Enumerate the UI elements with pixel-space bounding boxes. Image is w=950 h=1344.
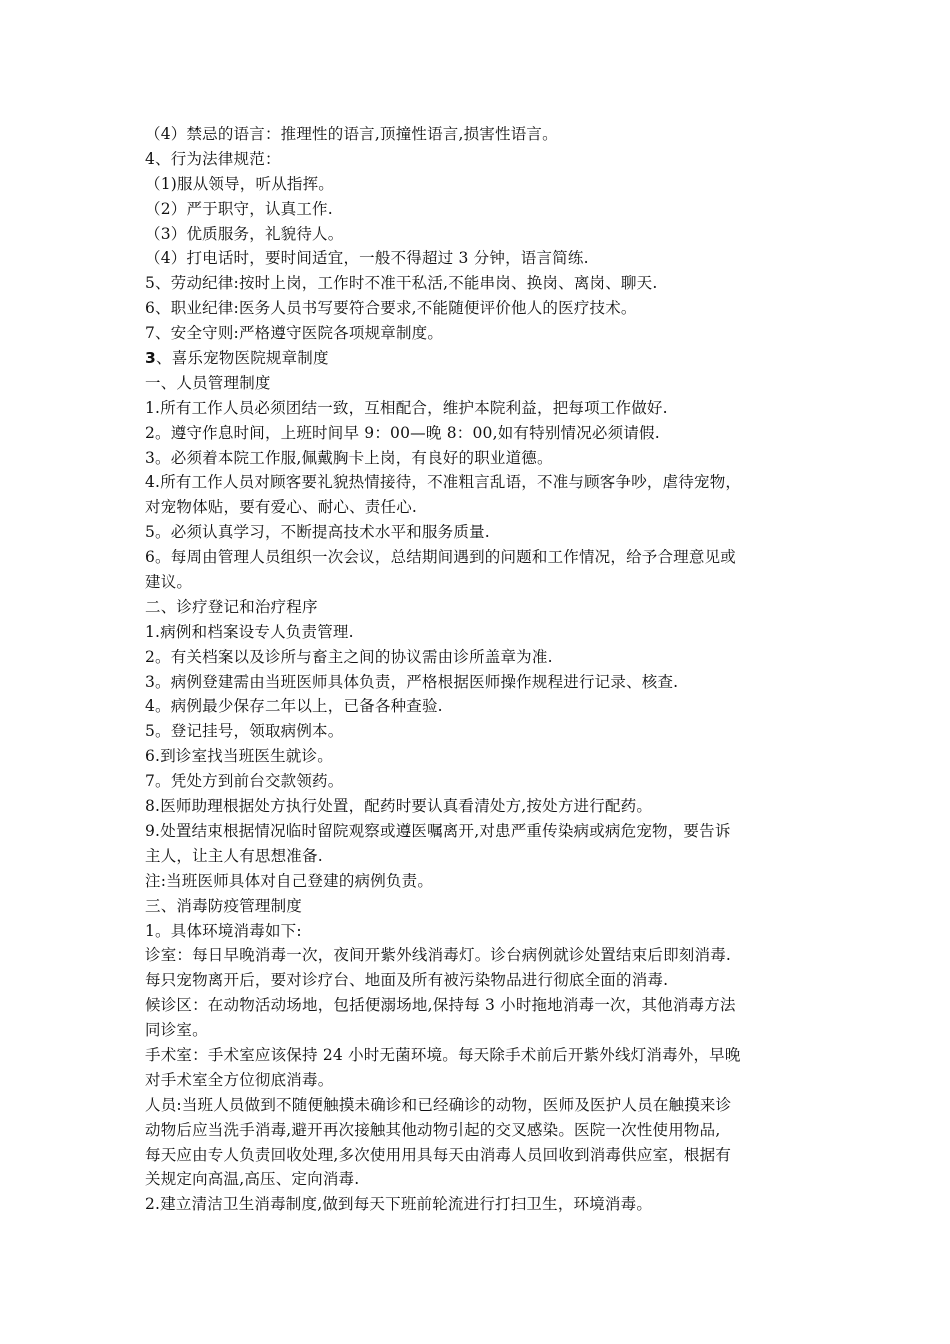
text-line: （1)服从领导，听从指挥。: [145, 174, 335, 193]
text-line: 主人，让主人有思想准备.: [145, 846, 323, 865]
text-line: 7、安全守则:严格遵守医院各项规章制度。: [145, 324, 444, 343]
text-line: 每天应由专人负责回收处理,多次使用用具每天由消毒人员回收到消毒供应室，根据有: [145, 1145, 732, 1164]
subsection-heading: 三、消毒防疫管理制度: [145, 896, 303, 915]
text-line: 4.所有工作人员对顾客要礼貌热情接待，不准粗言乱语，不准与顾客争吵，虐待宠物，: [145, 473, 742, 492]
text-line: 6。每周由管理人员组织一次会议，总结期间遇到的问题和工作情况，给予合理意见或: [145, 548, 736, 567]
text-line: 3。必须着本院工作服,佩戴胸卡上岗，有良好的职业道德。: [145, 448, 553, 467]
text-line: （4）打电话时，要时间适宜，一般不得超过 3 分钟，语言简练.: [145, 249, 589, 268]
text-line: 5。必须认真学习，不断提高技术水平和服务质量.: [145, 523, 490, 542]
text-line: 人员:当班人员做到不随便触摸未确诊和已经确诊的动物，医师及医护人员在触摸来诊: [145, 1095, 732, 1114]
text-line: 1。具体环境消毒如下:: [145, 921, 302, 940]
text-line: 建议。: [145, 573, 193, 592]
text-line: 诊室：每日早晚消毒一次，夜间开紫外线消毒灯。诊台病例就诊处置结束后即刻消毒.: [145, 946, 732, 965]
text-line: 6、职业纪律:医务人员书写要符合要求,不能随便评价他人的医疗技术。: [145, 299, 637, 318]
subsection-heading: 二、诊疗登记和治疗程序: [145, 597, 318, 616]
text-line: 8.医师助理根据处方执行处置，配药时要认真看清处方,按处方进行配药。: [145, 797, 653, 816]
text-line: （4）禁忌的语言：推理性的语言,顶撞性语言,损害性语言。: [145, 125, 558, 143]
section-title: 、喜乐宠物医院规章制度: [156, 349, 329, 368]
text-line: 1.所有工作人员必须团结一致，互相配合，维护本院利益，把每项工作做好.: [145, 398, 668, 417]
text-line: 1.病例和档案设专人负责管理.: [145, 622, 354, 641]
text-line: 4、行为法律规范：: [145, 149, 281, 168]
text-line: 4。病例最少保存二年以上，已备各种查验.: [145, 697, 443, 716]
section-number: 3: [145, 349, 156, 368]
text-line: 候诊区：在动物活动场地，包括便溺场地,保持每 3 小时拖地消毒一次，其他消毒方法: [145, 996, 736, 1015]
text-line: 6.到诊室找当班医生就诊。: [145, 747, 333, 766]
text-line: 2.建立清洁卫生消毒制度,做到每天下班前轮流进行打扫卫生，环境消毒。: [145, 1195, 653, 1214]
text-line: 5。登记挂号，领取病例本。: [145, 722, 344, 741]
text-line: （2）严于职守，认真工作.: [145, 199, 333, 218]
text-line: （3）优质服务，礼貌待人。: [145, 224, 344, 243]
text-line: 关规定向高温,高压、定向消毒.: [145, 1170, 360, 1189]
text-line: 对宠物体贴，要有爱心、耐心、责任心.: [145, 498, 418, 517]
text-line: 对手术室全方位彻底消毒。: [145, 1070, 334, 1089]
section-heading: [145, 346, 810, 371]
text-line: 动物后应当洗手消毒,避开再次接触其他动物引起的交叉感染。医院一次性使用物品,: [145, 1120, 721, 1139]
text-line: 2。有关档案以及诊所与畜主之间的协议需由诊所盖章为准.: [145, 647, 553, 666]
text-line: 9.处置结束根据情况临时留院观察或遵医嘱离开,对患严重传染病或病危宠物，要告诉: [145, 821, 731, 840]
text-line: 手术室：手术室应该保持 24 小时无菌环境。每天除手术前后开紫外线灯消毒外，早晚: [145, 1045, 741, 1064]
text-line: 同诊室。: [145, 1021, 208, 1040]
document-page: [145, 122, 810, 1217]
text-line: 2。遵守作息时间，上班时间早 9：00—晚 8：00,如有特别情况必须请假.: [145, 423, 660, 442]
text-line: 7。凭处方到前台交款领药。: [145, 772, 344, 791]
subsection-heading: 一、人员管理制度: [145, 373, 271, 392]
note-line: 注:当班医师具体对自己登建的病例负责。: [145, 871, 434, 890]
text-line: 5、劳动纪律:按时上岗，工作时不准干私活,不能串岗、换岗、离岗、聊天.: [145, 274, 658, 293]
text-line: 每只宠物离开后，要对诊疗台、地面及所有被污染物品进行彻底全面的消毒.: [145, 971, 669, 990]
text-line: 3。病例登建需由当班医师具体负责，严格根据医师操作规程进行记录、核查.: [145, 672, 679, 691]
